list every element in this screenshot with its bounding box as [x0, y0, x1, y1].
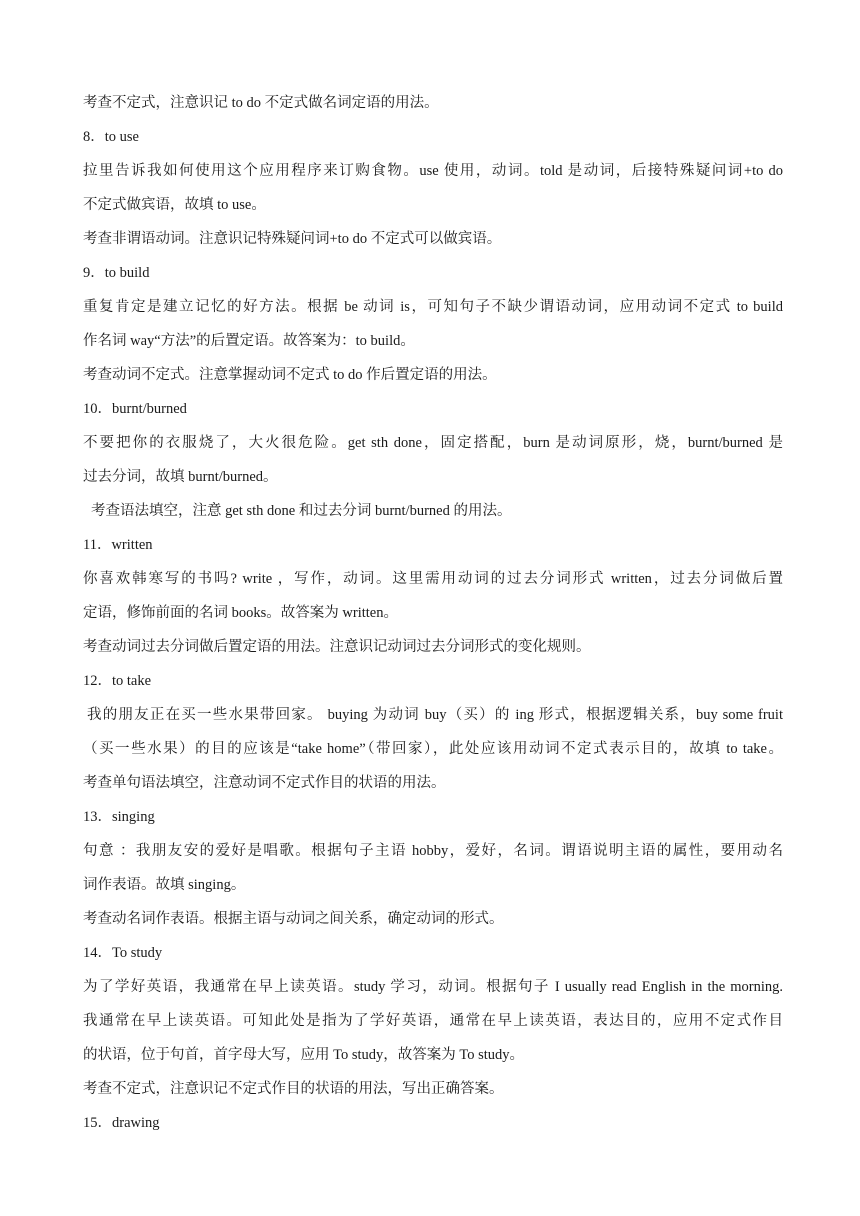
explanation-line: （买一些水果）的目的应该是“take home”（带回家），此处应该用动词不定式表示目的，故填 to take。	[83, 741, 783, 757]
explanation-line: 我的朋友正在买一些水果带回家。 buying 为动词 buy（买）的 ing 形式，根据逻辑关系，buy some fruit	[87, 707, 783, 723]
explanation-line: 过去分词，故填 burnt/burned。	[83, 469, 278, 485]
answer-heading-8: 8．to use	[83, 129, 139, 145]
explanation-line: 为了学好英语，我通常在早上读英语。study 学习，动词。根据句子 I usually read English in the morning.	[83, 979, 783, 995]
note-line: 考查语法填空，注意 get sth done 和过去分词 burnt/burned 的用法。	[91, 503, 512, 519]
explanation-line: 重复肯定是建立记忆的好方法。根据 be 动词 is，可知句子不缺少谓语动词，应用动词不定式 to build	[83, 299, 783, 315]
answer-heading-9: 9．to build	[83, 265, 150, 281]
answer-heading-13: 13．singing	[83, 809, 155, 825]
explanation-line: 作名词 way“方法”的后置定语。故答案为：to build。	[83, 333, 415, 349]
note-line: 考查动名词作表语。根据主语与动词之间关系，确定动词的形式。	[83, 911, 504, 927]
answer-explanations	[83, 86, 783, 1140]
explanation-line: 你喜欢韩寒写的书吗? write ，写作，动词。这里需用动词的过去分词形式 written，过去分词做后置	[83, 571, 783, 587]
note-line: 考查非谓语动词。注意识记特殊疑问词+to do 不定式可以做宾语。	[83, 231, 502, 247]
answer-heading-11: 11．written	[83, 537, 153, 553]
explanation-line: 句意 ：我朋友安的爱好是唱歌。根据句子主语 hobby，爱好，名词。谓语说明主语的属性，要用动名	[83, 843, 783, 859]
answer-heading-14: 14．To study	[83, 945, 163, 961]
note-line: 考查动词过去分词做后置定语的用法。注意识记动词过去分词形式的变化规则。	[83, 639, 591, 655]
note-line: 考查单句语法填空，注意动词不定式作目的状语的用法。	[83, 775, 446, 791]
explanation-line: 的状语，位于句首，首字母大写，应用 To study，故答案为 To study。	[83, 1047, 525, 1063]
explanation-line: 定语，修饰前面的名词 books。故答案为 written。	[83, 605, 398, 621]
explanation-line: 不要把你的衣服烧了，大火很危险。get sth done，固定搭配，burn 是动词原形，烧，burnt/burned 是	[83, 435, 783, 451]
note-line: 考查不定式，注意识记 to do 不定式做名词定语的用法。	[83, 95, 439, 111]
answer-heading-10: 10．burnt/burned	[83, 401, 187, 417]
explanation-line: 拉里告诉我如何使用这个应用程序来订购食物。use 使用，动词。told 是动词，后接特殊疑问词+to do	[83, 163, 783, 179]
answer-heading-15: 15．drawing	[83, 1115, 160, 1131]
explanation-line: 不定式做宾语，故填 to use。	[83, 197, 266, 213]
answer-heading-12: 12．to take	[83, 673, 152, 689]
note-line: 考查动词不定式。注意掌握动词不定式 to do 作后置定语的用法。	[83, 367, 497, 383]
explanation-line: 我通常在早上读英语。可知此处是指为了学好英语，通常在早上读英语，表达目的，应用不定式作目	[83, 1013, 783, 1029]
note-line: 考查不定式，注意识记不定式作目的状语的用法，写出正确答案。	[83, 1081, 504, 1097]
explanation-line: 词作表语。故填 singing。	[83, 877, 246, 893]
